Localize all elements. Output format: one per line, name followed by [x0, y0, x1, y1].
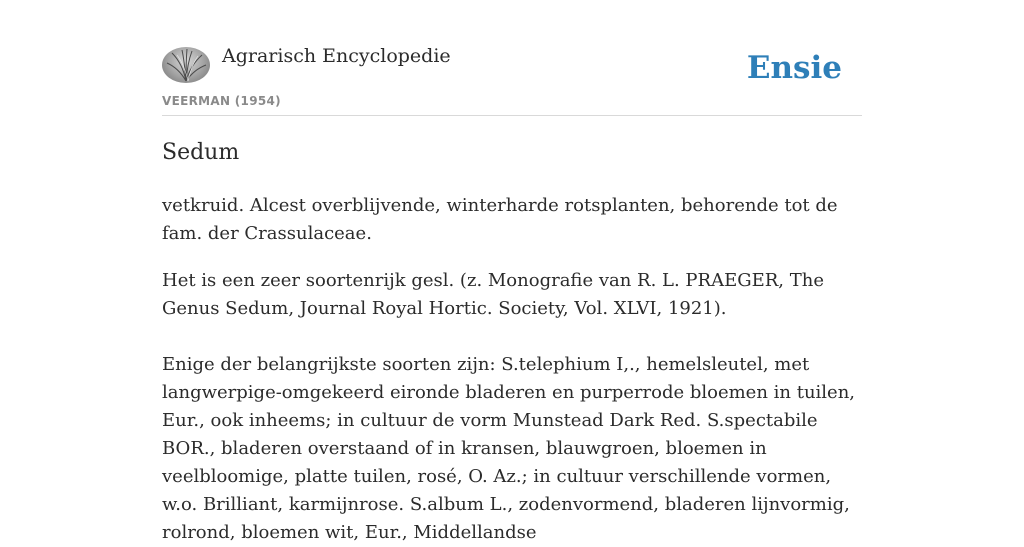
- source-subtitle: VEERMAN (1954): [162, 94, 281, 108]
- source-header: [162, 0, 862, 116]
- entry-title: Sedum: [162, 140, 240, 165]
- brand-logo[interactable]: Ensie: [746, 50, 842, 86]
- entry-paragraph: Het is een zeer soortenrijk gesl. (z. Monografie van R. L. PRAEGER, The Genus Sedum, Journal Royal Hortic. Society, Vol. XLVI, 1921).: [162, 270, 824, 319]
- entry-paragraph: Enige der belangrijkste soorten zijn: S.telephium I,., hemelsleutel, met langwerpige-omgekeerd eironde bladeren en purperrode bloemen in tuilen, Eur., ook inheems; in cultuur de vorm Munstead Dark Red. S.spectabile BOR., bladeren overstaand of in kransen, blauwgroen, bloemen in veelbloomige, platte tuilen, rosé, O. Az.; in cultuur verschillende vormen, w.o. Brilliant, karmijnrose. S.album L., zodenvormend, bladeren lijnvormig, rolrond, bloemen wit, Eur., Middellandse: [162, 354, 856, 543]
- entry-body: [162, 192, 862, 547]
- source-title[interactable]: Agrarisch Encyclopedie: [222, 45, 451, 67]
- grass-logo-icon[interactable]: [162, 47, 210, 83]
- content-column: [162, 0, 862, 543]
- entry-paragraph: vetkruid. Alcest overblijvende, winterharde rotsplanten, behorende tot de fam. der Crassulaceae.: [162, 195, 838, 244]
